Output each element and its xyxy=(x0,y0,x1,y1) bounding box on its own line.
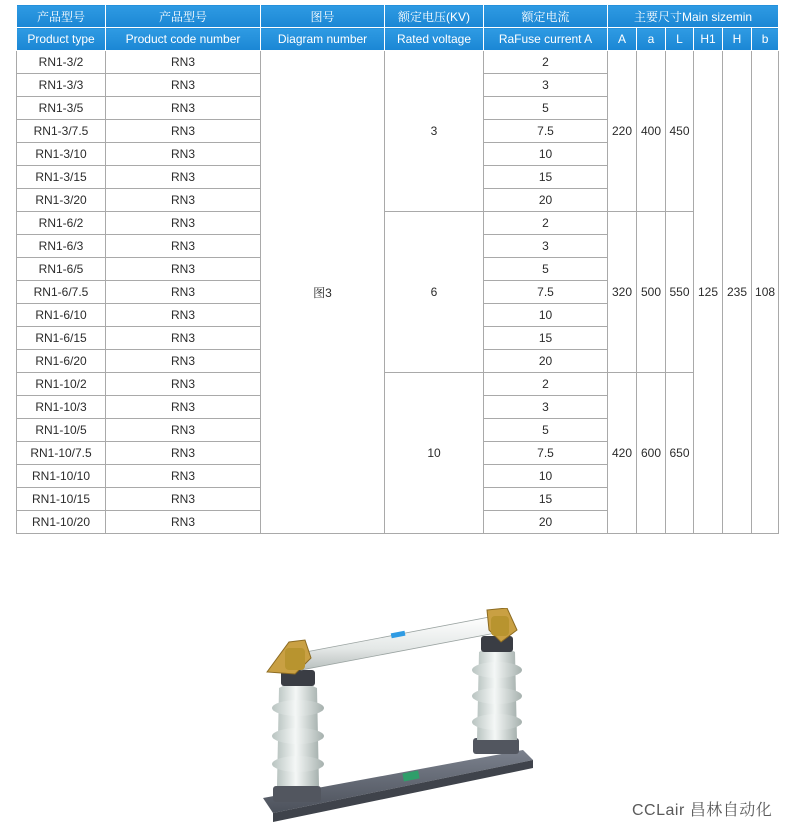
rated-voltage-cell: 6 xyxy=(385,212,484,373)
header-product-type-en: Product type xyxy=(17,28,106,51)
rated-current-cell: 7.5 xyxy=(484,442,608,465)
header-size-col: H xyxy=(723,28,752,51)
product-code-cell: RN3 xyxy=(106,465,261,488)
product-type-cell: RN1-6/10 xyxy=(17,304,106,327)
product-code-cell: RN3 xyxy=(106,97,261,120)
product-type-cell: RN1-3/20 xyxy=(17,189,106,212)
header-product-code-cn: 产品型号 xyxy=(106,5,261,28)
product-type-cell: RN1-10/2 xyxy=(17,373,106,396)
product-type-cell: RN1-3/10 xyxy=(17,143,106,166)
rated-current-cell: 5 xyxy=(484,258,608,281)
size-b-cell: 108 xyxy=(752,51,779,534)
size-L-cell: 550 xyxy=(666,212,694,373)
header-product-type-cn: 产品型号 xyxy=(17,5,106,28)
rated-current-cell: 15 xyxy=(484,488,608,511)
rated-current-cell: 5 xyxy=(484,97,608,120)
product-type-cell: RN1-10/15 xyxy=(17,488,106,511)
header-diagram-en: Diagram number xyxy=(261,28,385,51)
left-insulator-base xyxy=(273,786,321,802)
product-type-cell: RN1-10/5 xyxy=(17,419,106,442)
header-current-en: RaFuse current A xyxy=(484,28,608,51)
product-type-cell: RN1-3/3 xyxy=(17,74,106,97)
product-type-cell: RN1-6/2 xyxy=(17,212,106,235)
rated-current-cell: 3 xyxy=(484,74,608,97)
right-insulator-shed xyxy=(472,714,522,730)
right-contact-clip xyxy=(491,616,509,636)
left-contact-clip xyxy=(285,648,305,670)
product-code-cell: RN3 xyxy=(106,281,261,304)
product-code-cell: RN3 xyxy=(106,304,261,327)
product-code-cell: RN3 xyxy=(106,373,261,396)
product-code-cell: RN3 xyxy=(106,143,261,166)
rated-current-cell: 3 xyxy=(484,235,608,258)
product-type-cell: RN1-6/15 xyxy=(17,327,106,350)
size-H-cell: 235 xyxy=(723,51,752,534)
product-code-cell: RN3 xyxy=(106,74,261,97)
size-a-cell: 600 xyxy=(637,373,666,534)
product-code-cell: RN3 xyxy=(106,166,261,189)
product-code-cell: RN3 xyxy=(106,258,261,281)
header-product-code-en: Product code number xyxy=(106,28,261,51)
product-type-cell: RN1-6/3 xyxy=(17,235,106,258)
rated-current-cell: 20 xyxy=(484,511,608,534)
header-current-cn: 额定电流 xyxy=(484,5,608,28)
rated-current-cell: 20 xyxy=(484,189,608,212)
table-row xyxy=(17,373,779,396)
product-code-cell: RN3 xyxy=(106,419,261,442)
product-type-cell: RN1-10/20 xyxy=(17,511,106,534)
rated-current-cell: 3 xyxy=(484,396,608,419)
product-code-cell: RN3 xyxy=(106,51,261,74)
table-row xyxy=(17,212,779,235)
left-insulator-shed xyxy=(272,756,324,772)
product-type-cell: RN1-10/3 xyxy=(17,396,106,419)
rated-current-cell: 7.5 xyxy=(484,120,608,143)
rated-current-cell: 2 xyxy=(484,373,608,396)
size-A-cell: 220 xyxy=(608,51,637,212)
rated-voltage-cell: 3 xyxy=(385,51,484,212)
left-insulator-shed xyxy=(272,700,324,716)
right-insulator-shed xyxy=(472,662,522,678)
product-code-cell: RN3 xyxy=(106,350,261,373)
header-size-col: b xyxy=(752,28,779,51)
product-type-cell: RN1-3/7.5 xyxy=(17,120,106,143)
header-size-col: L xyxy=(666,28,694,51)
product-type-cell: RN1-3/5 xyxy=(17,97,106,120)
right-insulator-shed xyxy=(472,688,522,704)
size-H1-cell: 125 xyxy=(694,51,723,534)
rated-current-cell: 10 xyxy=(484,143,608,166)
fuse-photo-illustration xyxy=(255,608,540,830)
size-a-cell: 400 xyxy=(637,51,666,212)
watermark-text: CCLair 昌林自动化 xyxy=(632,802,773,819)
header-diagram-cn: 图号 xyxy=(261,5,385,28)
fuse-tube xyxy=(295,616,501,670)
rated-current-cell: 5 xyxy=(484,419,608,442)
product-type-cell: RN1-10/10 xyxy=(17,465,106,488)
rated-current-cell: 2 xyxy=(484,51,608,74)
product-code-cell: RN3 xyxy=(106,120,261,143)
rated-current-cell: 15 xyxy=(484,166,608,189)
rated-current-cell: 7.5 xyxy=(484,281,608,304)
product-code-cell: RN3 xyxy=(106,396,261,419)
table-row xyxy=(17,51,779,74)
spec-table xyxy=(16,4,779,534)
product-code-cell: RN3 xyxy=(106,327,261,350)
spec-table-body xyxy=(17,51,779,534)
rated-current-cell: 15 xyxy=(484,327,608,350)
size-A-cell: 420 xyxy=(608,373,637,534)
product-type-cell: RN1-6/7.5 xyxy=(17,281,106,304)
size-L-cell: 650 xyxy=(666,373,694,534)
product-code-cell: RN3 xyxy=(106,442,261,465)
product-type-cell: RN1-3/15 xyxy=(17,166,106,189)
fuse-product-photo xyxy=(255,608,540,830)
product-type-cell: RN1-10/7.5 xyxy=(17,442,106,465)
header-size-col: a xyxy=(637,28,666,51)
rated-current-cell: 10 xyxy=(484,465,608,488)
rated-current-cell: 10 xyxy=(484,304,608,327)
rated-current-cell: 20 xyxy=(484,350,608,373)
size-a-cell: 500 xyxy=(637,212,666,373)
product-code-cell: RN3 xyxy=(106,488,261,511)
diagram-number-cell: 图3 xyxy=(261,51,385,534)
product-type-cell: RN1-6/5 xyxy=(17,258,106,281)
product-type-cell: RN1-6/20 xyxy=(17,350,106,373)
left-insulator-shed xyxy=(272,728,324,744)
right-insulator-base xyxy=(473,738,519,754)
rated-voltage-cell: 10 xyxy=(385,373,484,534)
product-code-cell: RN3 xyxy=(106,511,261,534)
header-size-group: 主要尺寸Main sizemin xyxy=(608,5,779,28)
product-type-cell: RN1-3/2 xyxy=(17,51,106,74)
product-code-cell: RN3 xyxy=(106,212,261,235)
size-L-cell: 450 xyxy=(666,51,694,212)
product-code-cell: RN3 xyxy=(106,189,261,212)
header-voltage-en: Rated voltage xyxy=(385,28,484,51)
rated-current-cell: 2 xyxy=(484,212,608,235)
product-code-cell: RN3 xyxy=(106,235,261,258)
header-size-col: H1 xyxy=(694,28,723,51)
size-A-cell: 320 xyxy=(608,212,637,373)
header-voltage-cn: 额定电压(KV) xyxy=(385,5,484,28)
header-size-col: A xyxy=(608,28,637,51)
